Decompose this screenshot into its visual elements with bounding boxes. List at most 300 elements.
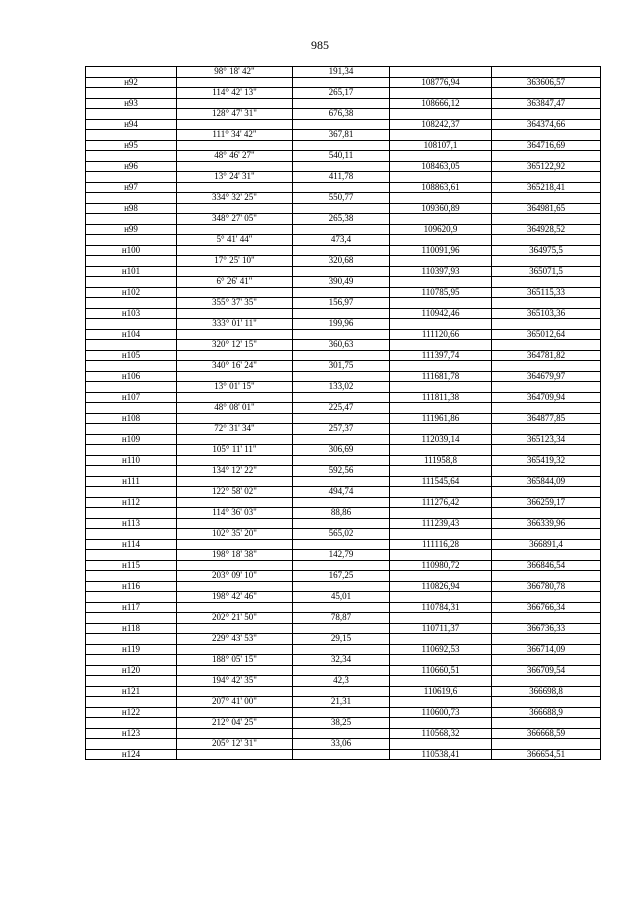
y-cell: 365122,92 bbox=[492, 161, 601, 172]
angle-cell: 205° 12' 31" bbox=[177, 739, 293, 750]
distance-cell: 167,25 bbox=[293, 571, 390, 582]
point-cell bbox=[86, 613, 177, 624]
distance-cell: 38,25 bbox=[293, 718, 390, 729]
x-cell bbox=[390, 340, 492, 351]
x-cell bbox=[390, 613, 492, 624]
y-cell: 366688,9 bbox=[492, 707, 601, 718]
distance-cell bbox=[293, 644, 390, 655]
angle-cell: 320° 12' 15" bbox=[177, 340, 293, 351]
distance-cell: 29,15 bbox=[293, 634, 390, 645]
distance-cell: 88,86 bbox=[293, 508, 390, 519]
angle-cell: 355° 37' 35" bbox=[177, 298, 293, 309]
x-cell: 110568,32 bbox=[390, 728, 492, 739]
angle-cell bbox=[177, 119, 293, 130]
distance-cell: 265,38 bbox=[293, 214, 390, 225]
y-cell: 364981,65 bbox=[492, 203, 601, 214]
point-cell: н107 bbox=[86, 392, 177, 403]
angle-cell bbox=[177, 350, 293, 361]
y-cell: 365218,41 bbox=[492, 182, 601, 193]
segment-row bbox=[86, 172, 601, 183]
y-cell: 365844,09 bbox=[492, 476, 601, 487]
y-cell bbox=[492, 508, 601, 519]
angle-cell bbox=[177, 308, 293, 319]
x-cell bbox=[390, 130, 492, 141]
angle-cell bbox=[177, 182, 293, 193]
x-cell bbox=[390, 466, 492, 477]
segment-row bbox=[86, 697, 601, 708]
point-cell bbox=[86, 214, 177, 225]
point-row bbox=[86, 392, 601, 403]
x-cell bbox=[390, 529, 492, 540]
y-cell bbox=[492, 592, 601, 603]
angle-cell bbox=[177, 161, 293, 172]
y-cell: 365419,32 bbox=[492, 455, 601, 466]
x-cell: 111958,8 bbox=[390, 455, 492, 466]
x-cell: 111239,43 bbox=[390, 518, 492, 529]
angle-cell bbox=[177, 581, 293, 592]
x-cell bbox=[390, 487, 492, 498]
point-row bbox=[86, 644, 601, 655]
point-cell: н121 bbox=[86, 686, 177, 697]
y-cell: 366766,34 bbox=[492, 602, 601, 613]
distance-cell bbox=[293, 476, 390, 487]
point-row bbox=[86, 266, 601, 277]
angle-cell: 229° 43' 53" bbox=[177, 634, 293, 645]
y-cell: 363606,57 bbox=[492, 77, 601, 88]
page-number: 985 bbox=[311, 38, 329, 52]
angle-cell: 105° 11' 11" bbox=[177, 445, 293, 456]
point-row bbox=[86, 413, 601, 424]
angle-cell: 72° 31' 34" bbox=[177, 424, 293, 435]
y-cell: 366709,54 bbox=[492, 665, 601, 676]
segment-row bbox=[86, 445, 601, 456]
point-row bbox=[86, 686, 601, 697]
angle-cell: 194° 42' 35" bbox=[177, 676, 293, 687]
angle-cell bbox=[177, 455, 293, 466]
point-row bbox=[86, 98, 601, 109]
segment-row bbox=[86, 277, 601, 288]
distance-cell: 257,37 bbox=[293, 424, 390, 435]
segment-row bbox=[86, 151, 601, 162]
point-cell: н94 bbox=[86, 119, 177, 130]
angle-cell bbox=[177, 686, 293, 697]
angle-cell: 111° 34' 42" bbox=[177, 130, 293, 141]
angle-cell bbox=[177, 707, 293, 718]
distance-cell: 142,79 bbox=[293, 550, 390, 561]
distance-cell: 191,34 bbox=[293, 67, 390, 78]
angle-cell bbox=[177, 266, 293, 277]
point-cell: н96 bbox=[86, 161, 177, 172]
point-cell bbox=[86, 529, 177, 540]
x-cell bbox=[390, 718, 492, 729]
segment-row bbox=[86, 424, 601, 435]
angle-cell: 13° 24' 31" bbox=[177, 172, 293, 183]
distance-cell: 411,78 bbox=[293, 172, 390, 183]
angle-cell bbox=[177, 224, 293, 235]
y-cell bbox=[492, 172, 601, 183]
point-cell: н119 bbox=[86, 644, 177, 655]
x-cell bbox=[390, 214, 492, 225]
distance-cell bbox=[293, 287, 390, 298]
x-cell bbox=[390, 403, 492, 414]
y-cell bbox=[492, 88, 601, 99]
distance-cell bbox=[293, 434, 390, 445]
y-cell bbox=[492, 655, 601, 666]
x-cell bbox=[390, 550, 492, 561]
angle-cell: 17° 25' 10" bbox=[177, 256, 293, 267]
segment-row bbox=[86, 718, 601, 729]
angle-cell bbox=[177, 287, 293, 298]
y-cell: 364975,5 bbox=[492, 245, 601, 256]
angle-cell bbox=[177, 329, 293, 340]
distance-cell: 21,31 bbox=[293, 697, 390, 708]
x-cell: 110826,94 bbox=[390, 581, 492, 592]
point-cell: н118 bbox=[86, 623, 177, 634]
x-cell: 111120,66 bbox=[390, 329, 492, 340]
angle-cell: 334° 32' 25" bbox=[177, 193, 293, 204]
x-cell bbox=[390, 319, 492, 330]
point-cell bbox=[86, 445, 177, 456]
y-cell bbox=[492, 739, 601, 750]
point-cell: н103 bbox=[86, 308, 177, 319]
segment-row bbox=[86, 571, 601, 582]
point-row bbox=[86, 203, 601, 214]
point-row bbox=[86, 182, 601, 193]
point-cell bbox=[86, 718, 177, 729]
point-cell bbox=[86, 298, 177, 309]
distance-cell bbox=[293, 749, 390, 760]
segment-row bbox=[86, 550, 601, 561]
point-cell: н98 bbox=[86, 203, 177, 214]
x-cell bbox=[390, 634, 492, 645]
x-cell: 110692,53 bbox=[390, 644, 492, 655]
y-cell bbox=[492, 193, 601, 204]
x-cell bbox=[390, 697, 492, 708]
point-cell bbox=[86, 67, 177, 78]
y-cell: 364679,97 bbox=[492, 371, 601, 382]
distance-cell bbox=[293, 560, 390, 571]
y-cell bbox=[492, 256, 601, 267]
distance-cell bbox=[293, 266, 390, 277]
distance-cell bbox=[293, 77, 390, 88]
point-cell: н120 bbox=[86, 665, 177, 676]
distance-cell bbox=[293, 119, 390, 130]
point-cell bbox=[86, 172, 177, 183]
x-cell: 108776,94 bbox=[390, 77, 492, 88]
point-cell: н95 bbox=[86, 140, 177, 151]
distance-cell bbox=[293, 686, 390, 697]
y-cell bbox=[492, 613, 601, 624]
angle-cell bbox=[177, 476, 293, 487]
angle-cell bbox=[177, 602, 293, 613]
y-cell: 366780,78 bbox=[492, 581, 601, 592]
x-cell: 108107,1 bbox=[390, 140, 492, 151]
y-cell: 364374,66 bbox=[492, 119, 601, 130]
segment-row bbox=[86, 193, 601, 204]
x-cell: 110785,95 bbox=[390, 287, 492, 298]
segment-row bbox=[86, 487, 601, 498]
x-cell: 110711,37 bbox=[390, 623, 492, 634]
distance-cell: 360,63 bbox=[293, 340, 390, 351]
segment-row bbox=[86, 361, 601, 372]
angle-cell: 98° 18' 42" bbox=[177, 67, 293, 78]
point-cell bbox=[86, 130, 177, 141]
distance-cell: 199,96 bbox=[293, 319, 390, 330]
point-cell bbox=[86, 697, 177, 708]
angle-cell bbox=[177, 434, 293, 445]
x-cell: 111961,86 bbox=[390, 413, 492, 424]
y-cell: 366339,96 bbox=[492, 518, 601, 529]
point-row bbox=[86, 602, 601, 613]
angle-cell bbox=[177, 497, 293, 508]
y-cell bbox=[492, 382, 601, 393]
y-cell: 365012,64 bbox=[492, 329, 601, 340]
distance-cell bbox=[293, 602, 390, 613]
y-cell bbox=[492, 109, 601, 120]
y-cell: 365123,34 bbox=[492, 434, 601, 445]
x-cell bbox=[390, 67, 492, 78]
y-cell bbox=[492, 361, 601, 372]
point-cell: н108 bbox=[86, 413, 177, 424]
y-cell: 366714,09 bbox=[492, 644, 601, 655]
point-cell: н106 bbox=[86, 371, 177, 382]
point-row bbox=[86, 434, 601, 445]
segment-row bbox=[86, 340, 601, 351]
x-cell: 111276,42 bbox=[390, 497, 492, 508]
distance-cell bbox=[293, 329, 390, 340]
segment-row bbox=[86, 382, 601, 393]
point-row bbox=[86, 497, 601, 508]
angle-cell bbox=[177, 644, 293, 655]
y-cell: 366891,4 bbox=[492, 539, 601, 550]
point-row bbox=[86, 518, 601, 529]
x-cell bbox=[390, 445, 492, 456]
point-row bbox=[86, 560, 601, 571]
point-cell: н116 bbox=[86, 581, 177, 592]
y-cell bbox=[492, 151, 601, 162]
angle-cell bbox=[177, 140, 293, 151]
point-cell bbox=[86, 235, 177, 246]
point-cell bbox=[86, 487, 177, 498]
point-row bbox=[86, 287, 601, 298]
y-cell bbox=[492, 130, 601, 141]
point-cell: н117 bbox=[86, 602, 177, 613]
point-cell bbox=[86, 424, 177, 435]
y-cell bbox=[492, 445, 601, 456]
angle-cell bbox=[177, 560, 293, 571]
distance-cell bbox=[293, 182, 390, 193]
point-cell: н111 bbox=[86, 476, 177, 487]
x-cell: 110660,51 bbox=[390, 665, 492, 676]
y-cell bbox=[492, 550, 601, 561]
distance-cell bbox=[293, 350, 390, 361]
y-cell: 366736,33 bbox=[492, 623, 601, 634]
point-cell bbox=[86, 193, 177, 204]
x-cell: 111116,28 bbox=[390, 539, 492, 550]
y-cell: 364781,82 bbox=[492, 350, 601, 361]
x-cell bbox=[390, 277, 492, 288]
point-cell bbox=[86, 361, 177, 372]
segment-row bbox=[86, 466, 601, 477]
x-cell: 111681,78 bbox=[390, 371, 492, 382]
angle-cell: 134° 12' 22" bbox=[177, 466, 293, 477]
x-cell: 109620,9 bbox=[390, 224, 492, 235]
point-row bbox=[86, 539, 601, 550]
segment-row bbox=[86, 130, 601, 141]
x-cell: 110397,93 bbox=[390, 266, 492, 277]
y-cell bbox=[492, 424, 601, 435]
x-cell bbox=[390, 109, 492, 120]
point-cell bbox=[86, 655, 177, 666]
point-cell: н100 bbox=[86, 245, 177, 256]
point-cell bbox=[86, 403, 177, 414]
x-cell: 110980,72 bbox=[390, 560, 492, 571]
point-row bbox=[86, 707, 601, 718]
point-cell: н97 bbox=[86, 182, 177, 193]
x-cell bbox=[390, 739, 492, 750]
y-cell bbox=[492, 697, 601, 708]
distance-cell bbox=[293, 161, 390, 172]
angle-cell: 114° 42' 13" bbox=[177, 88, 293, 99]
point-cell: н101 bbox=[86, 266, 177, 277]
distance-cell bbox=[293, 308, 390, 319]
point-cell: н113 bbox=[86, 518, 177, 529]
point-row bbox=[86, 140, 601, 151]
point-cell: н115 bbox=[86, 560, 177, 571]
segment-row bbox=[86, 655, 601, 666]
segment-row bbox=[86, 613, 601, 624]
distance-cell bbox=[293, 392, 390, 403]
x-cell bbox=[390, 193, 492, 204]
point-row bbox=[86, 455, 601, 466]
point-cell: н104 bbox=[86, 329, 177, 340]
distance-cell bbox=[293, 497, 390, 508]
distance-cell bbox=[293, 245, 390, 256]
point-row bbox=[86, 329, 601, 340]
distance-cell: 494,74 bbox=[293, 487, 390, 498]
x-cell bbox=[390, 88, 492, 99]
point-cell bbox=[86, 676, 177, 687]
y-cell: 364928,52 bbox=[492, 224, 601, 235]
distance-cell bbox=[293, 371, 390, 382]
y-cell bbox=[492, 571, 601, 582]
x-cell bbox=[390, 655, 492, 666]
x-cell: 112039,14 bbox=[390, 434, 492, 445]
distance-cell: 225,47 bbox=[293, 403, 390, 414]
y-cell bbox=[492, 67, 601, 78]
y-cell bbox=[492, 235, 601, 246]
distance-cell: 45,01 bbox=[293, 592, 390, 603]
point-row bbox=[86, 161, 601, 172]
y-cell: 365071,5 bbox=[492, 266, 601, 277]
angle-cell bbox=[177, 203, 293, 214]
distance-cell: 306,69 bbox=[293, 445, 390, 456]
point-cell bbox=[86, 550, 177, 561]
point-row bbox=[86, 581, 601, 592]
point-cell: н122 bbox=[86, 707, 177, 718]
point-cell bbox=[86, 382, 177, 393]
point-row bbox=[86, 308, 601, 319]
x-cell bbox=[390, 424, 492, 435]
y-cell: 365115,33 bbox=[492, 287, 601, 298]
x-cell: 108863,61 bbox=[390, 182, 492, 193]
point-cell: н114 bbox=[86, 539, 177, 550]
distance-cell: 367,81 bbox=[293, 130, 390, 141]
y-cell bbox=[492, 277, 601, 288]
angle-cell: 333° 01' 11" bbox=[177, 319, 293, 330]
y-cell bbox=[492, 718, 601, 729]
segment-row bbox=[86, 529, 601, 540]
point-cell bbox=[86, 592, 177, 603]
y-cell bbox=[492, 676, 601, 687]
point-cell: н123 bbox=[86, 728, 177, 739]
angle-cell bbox=[177, 77, 293, 88]
distance-cell: 390,49 bbox=[293, 277, 390, 288]
point-cell: н102 bbox=[86, 287, 177, 298]
angle-cell: 13° 01' 15" bbox=[177, 382, 293, 393]
point-row bbox=[86, 623, 601, 634]
distance-cell bbox=[293, 140, 390, 151]
distance-cell bbox=[293, 728, 390, 739]
angle-cell: 202° 21' 50" bbox=[177, 613, 293, 624]
distance-cell: 301,75 bbox=[293, 361, 390, 372]
x-cell: 110600,73 bbox=[390, 707, 492, 718]
x-cell: 110942,46 bbox=[390, 308, 492, 319]
coordinates-table-body bbox=[86, 67, 601, 760]
point-cell: н92 bbox=[86, 77, 177, 88]
angle-cell: 122° 58' 02" bbox=[177, 487, 293, 498]
distance-cell bbox=[293, 224, 390, 235]
y-cell bbox=[492, 529, 601, 540]
y-cell: 363847,47 bbox=[492, 98, 601, 109]
angle-cell bbox=[177, 413, 293, 424]
x-cell: 111397,74 bbox=[390, 350, 492, 361]
distance-cell bbox=[293, 707, 390, 718]
angle-cell bbox=[177, 665, 293, 676]
segment-row bbox=[86, 235, 601, 246]
point-cell: н112 bbox=[86, 497, 177, 508]
x-cell bbox=[390, 256, 492, 267]
segment-row bbox=[86, 508, 601, 519]
angle-cell bbox=[177, 539, 293, 550]
point-cell bbox=[86, 508, 177, 519]
point-cell: н124 bbox=[86, 749, 177, 760]
y-cell bbox=[492, 634, 601, 645]
angle-cell: 5° 41' 44" bbox=[177, 235, 293, 246]
point-cell bbox=[86, 466, 177, 477]
point-row bbox=[86, 224, 601, 235]
angle-cell: 198° 18' 38" bbox=[177, 550, 293, 561]
distance-cell: 33,06 bbox=[293, 739, 390, 750]
angle-cell: 6° 26' 41" bbox=[177, 277, 293, 288]
segment-row bbox=[86, 67, 601, 78]
distance-cell bbox=[293, 539, 390, 550]
angle-cell bbox=[177, 371, 293, 382]
distance-cell: 320,68 bbox=[293, 256, 390, 267]
point-row bbox=[86, 77, 601, 88]
y-cell: 366259,17 bbox=[492, 497, 601, 508]
angle-cell bbox=[177, 245, 293, 256]
point-row bbox=[86, 749, 601, 760]
distance-cell: 473,4 bbox=[293, 235, 390, 246]
y-cell: 364709,94 bbox=[492, 392, 601, 403]
distance-cell: 676,38 bbox=[293, 109, 390, 120]
distance-cell bbox=[293, 203, 390, 214]
x-cell: 110619,6 bbox=[390, 686, 492, 697]
distance-cell: 540,11 bbox=[293, 151, 390, 162]
segment-row bbox=[86, 319, 601, 330]
angle-cell bbox=[177, 392, 293, 403]
